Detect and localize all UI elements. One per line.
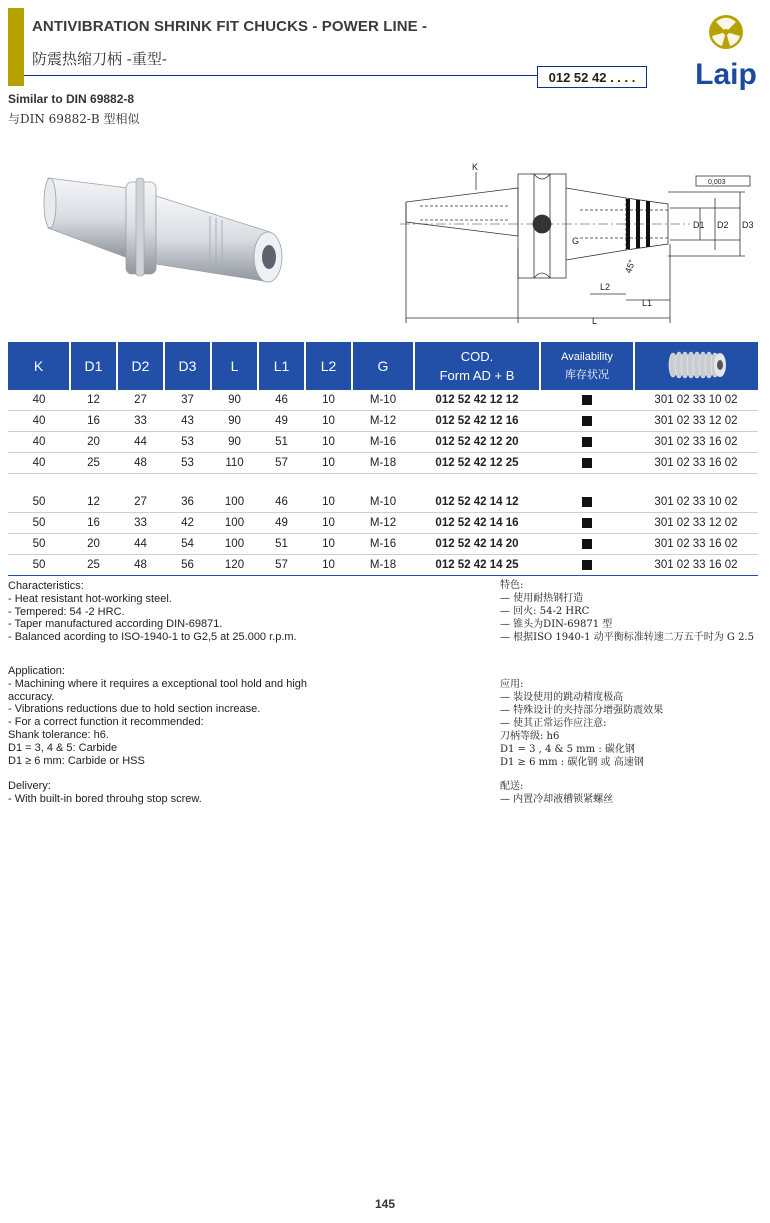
drawing-label-l1: L1 [642,298,653,308]
drawing-label-l2: L2 [600,282,611,292]
table-row [8,555,758,576]
in-stock-icon [582,416,592,426]
list-item: Shank tolerance: h6. [8,728,109,741]
drawing-tolerance: 0,003 [708,179,726,186]
header-l1: L1 [258,342,305,390]
cell-d3: 43 [164,411,211,432]
table-row [8,513,758,534]
cell-l1: 51 [258,432,305,453]
cell-l2: 10 [305,453,352,474]
cell-l1: 57 [258,453,305,474]
availability-cell [540,534,634,555]
cell-d3: 53 [164,432,211,453]
drawing-label-g: G [572,236,580,246]
cell-l: 90 [211,432,258,453]
characteristics-cn [500,579,754,644]
cell-code: 012 52 42 12 12 [414,390,540,411]
application-en [8,665,348,767]
cell-d2: 33 [117,411,164,432]
cell-l: 90 [211,390,258,411]
list-item: — 锥头为DIN-69871 型 [500,619,613,630]
cell-k: 40 [8,411,70,432]
header-d1: D1 [70,342,117,390]
in-stock-icon [582,497,592,507]
spec-table [8,342,758,576]
cell-k: 50 [8,534,70,555]
cell-l: 100 [211,534,258,555]
application-title-cn: 应用: [500,679,524,690]
delivery-title: Delivery: [8,780,51,792]
cell-l1: 46 [258,492,305,513]
logo-text: Laip [695,58,757,91]
list-item: D1 ≥ 6 mm : 碳化钢 或 高速钢 [500,757,644,768]
cell-d1: 16 [70,411,117,432]
availability-cell [540,432,634,453]
availability-cell [540,555,634,576]
cell-d3: 37 [164,390,211,411]
cell-l1: 57 [258,555,305,576]
cell-l1: 46 [258,390,305,411]
header-l: L [211,342,258,390]
page-title: ANTIVIBRATION SHRINK FIT CHUCKS - POWER LINE - [32,18,428,35]
header-code [414,342,540,390]
cell-d2: 27 [117,390,164,411]
cell-acc: 301 02 33 12 02 [634,513,758,534]
header-rule [24,75,538,76]
cell-code: 012 52 42 14 20 [414,534,540,555]
cell-g: M-12 [352,513,414,534]
page-number: 145 [374,1197,396,1211]
characteristics-title: Characteristics: [8,580,84,592]
list-item: - Balanced acording to ISO-1940-1 to G2,5 at 25.000 r.p.m. [8,631,297,644]
header-g: G [352,342,414,390]
accent-bar [8,8,24,86]
header-accessory [634,342,758,390]
cell-k: 40 [8,432,70,453]
table-row [8,453,758,474]
cell-acc: 301 02 33 10 02 [634,390,758,411]
cell-l1: 51 [258,534,305,555]
availability-cell [540,492,634,513]
list-item: - Taper manufactured according DIN-69871. [8,618,223,631]
cell-acc: 301 02 33 16 02 [634,534,758,555]
list-item: D1 = 3, 4 & 5: Carbide [8,741,118,754]
cell-code: 012 52 42 12 25 [414,453,540,474]
in-stock-icon [582,518,592,528]
similar-to-din: Similar to DIN 69882-8 [8,92,135,106]
cell-d2: 33 [117,513,164,534]
cell-l: 110 [211,453,258,474]
header-d2: D2 [117,342,164,390]
header-k: K [8,342,70,390]
cell-l: 100 [211,513,258,534]
cell-g: M-16 [352,432,414,453]
cell-k: 50 [8,513,70,534]
cell-g: M-10 [352,492,414,513]
cell-d2: 48 [117,453,164,474]
cell-d1: 12 [70,390,117,411]
cell-d3: 56 [164,555,211,576]
cell-d3: 54 [164,534,211,555]
in-stock-icon [582,395,592,405]
cell-l: 90 [211,411,258,432]
delivery-en [8,780,202,806]
cell-l1: 49 [258,513,305,534]
drawing-label-d3: D3 [742,220,754,230]
table-spacer-row [8,474,758,493]
in-stock-icon [582,437,592,447]
availability-cell [540,411,634,432]
cell-d1: 12 [70,492,117,513]
header-code-line1: COD. [460,349,494,364]
list-item: — 使其正常运作应注意: [500,718,607,729]
application-title: Application: [8,665,65,677]
cell-code: 012 52 42 14 16 [414,513,540,534]
list-item: - Heat resistant hot-working steel. [8,592,172,605]
list-item: - Vibrations reductions due to hold section increase. [8,703,261,716]
in-stock-icon [582,539,592,549]
list-item: D1 = 3 , 4 & 5 mm : 碳化钢 [500,744,635,755]
characteristics-title-cn: 特色: [500,580,524,591]
cell-d2: 48 [117,555,164,576]
laip-logo [688,10,764,92]
table-row [8,432,758,453]
cell-g: M-12 [352,411,414,432]
cell-d3: 36 [164,492,211,513]
cell-d1: 20 [70,432,117,453]
cell-code: 012 52 42 14 12 [414,492,540,513]
list-item: — 回火: 54-2 HRC [500,606,590,617]
list-item: — 内置冷却液槽锁紧螺丝 [500,794,614,805]
list-item: D1 ≥ 6 mm: Carbide or HSS [8,754,145,767]
cell-d2: 27 [117,492,164,513]
availability-cell [540,453,634,474]
cell-k: 50 [8,555,70,576]
cell-d3: 42 [164,513,211,534]
in-stock-icon [582,458,592,468]
cell-d2: 44 [117,432,164,453]
cell-l2: 10 [305,432,352,453]
product-image [40,160,300,300]
cell-g: M-16 [352,534,414,555]
cell-d1: 25 [70,555,117,576]
cell-d3: 53 [164,453,211,474]
list-item: — 根据ISO 1940-1 动平衡标准转速二万五千时为 G 2.5 [500,632,754,643]
list-item: - For a correct function it recommended: [8,716,204,729]
cell-code: 012 52 42 14 25 [414,555,540,576]
cell-acc: 301 02 33 10 02 [634,492,758,513]
table-row [8,411,758,432]
availability-cell [540,513,634,534]
cell-acc: 301 02 33 16 02 [634,432,758,453]
table-row [8,534,758,555]
similar-to-din-chinese: 与DIN 69882-B 型相似 [8,112,140,126]
header-availability-cn: 库存状况 [565,368,609,381]
application-cn [500,678,663,769]
cell-k: 40 [8,390,70,411]
availability-cell [540,390,634,411]
cell-g: M-18 [352,555,414,576]
cell-l1: 49 [258,411,305,432]
cell-g: M-18 [352,453,414,474]
list-item: — 使用耐热钢打造 [500,593,584,604]
header-l2: L2 [305,342,352,390]
cell-acc: 301 02 33 16 02 [634,453,758,474]
stop-screw-icon [665,348,729,382]
cell-l2: 10 [305,534,352,555]
cell-acc: 301 02 33 16 02 [634,555,758,576]
table-row [8,390,758,411]
page-title-chinese: 防震热缩刀柄 -重型- [32,50,167,68]
characteristics-en [8,580,297,644]
drawing-label-d1: D1 [693,220,705,230]
list-item: - Tempered: 54 -2 HRC. [8,605,125,618]
drawing-label-d2: D2 [717,220,729,230]
list-item: — 特殊设计的夹持部分增强防震效果 [500,705,664,716]
table-header-row [8,342,758,390]
delivery-cn [500,780,613,806]
header-availability [540,342,634,390]
drawing-label-k: K [472,162,479,172]
cell-l2: 10 [305,411,352,432]
cell-acc: 301 02 33 12 02 [634,411,758,432]
cell-d1: 16 [70,513,117,534]
table-row [8,492,758,513]
cell-k: 50 [8,492,70,513]
list-item: - With built-in bored throuhg stop screw. [8,792,202,805]
cell-l2: 10 [305,390,352,411]
header-code-line2: Form AD + B [439,368,515,383]
cell-l: 120 [211,555,258,576]
list-item: — 装设使用的跳动精度极高 [500,692,624,703]
cell-d2: 44 [117,534,164,555]
product-code-box: 012 52 42 . . . . [537,66,647,88]
drawing-label-angle: 45° [623,258,638,275]
cell-k: 40 [8,453,70,474]
cell-l2: 10 [305,513,352,534]
technical-drawing [400,158,762,328]
cell-l2: 10 [305,555,352,576]
cell-l: 100 [211,492,258,513]
header-d3: D3 [164,342,211,390]
in-stock-icon [582,560,592,570]
delivery-title-cn: 配送: [500,781,524,792]
cell-d1: 20 [70,534,117,555]
list-item: 刀柄等级: h6 [500,731,560,742]
cell-g: M-10 [352,390,414,411]
header-availability-en: Availability [561,351,613,363]
cell-code: 012 52 42 12 16 [414,411,540,432]
cell-d1: 25 [70,453,117,474]
list-item: - Machining where it requires a exceptional tool hold and high accuracy. [8,677,308,703]
cell-l2: 10 [305,492,352,513]
cell-code: 012 52 42 12 20 [414,432,540,453]
drawing-label-l: L [592,316,598,326]
